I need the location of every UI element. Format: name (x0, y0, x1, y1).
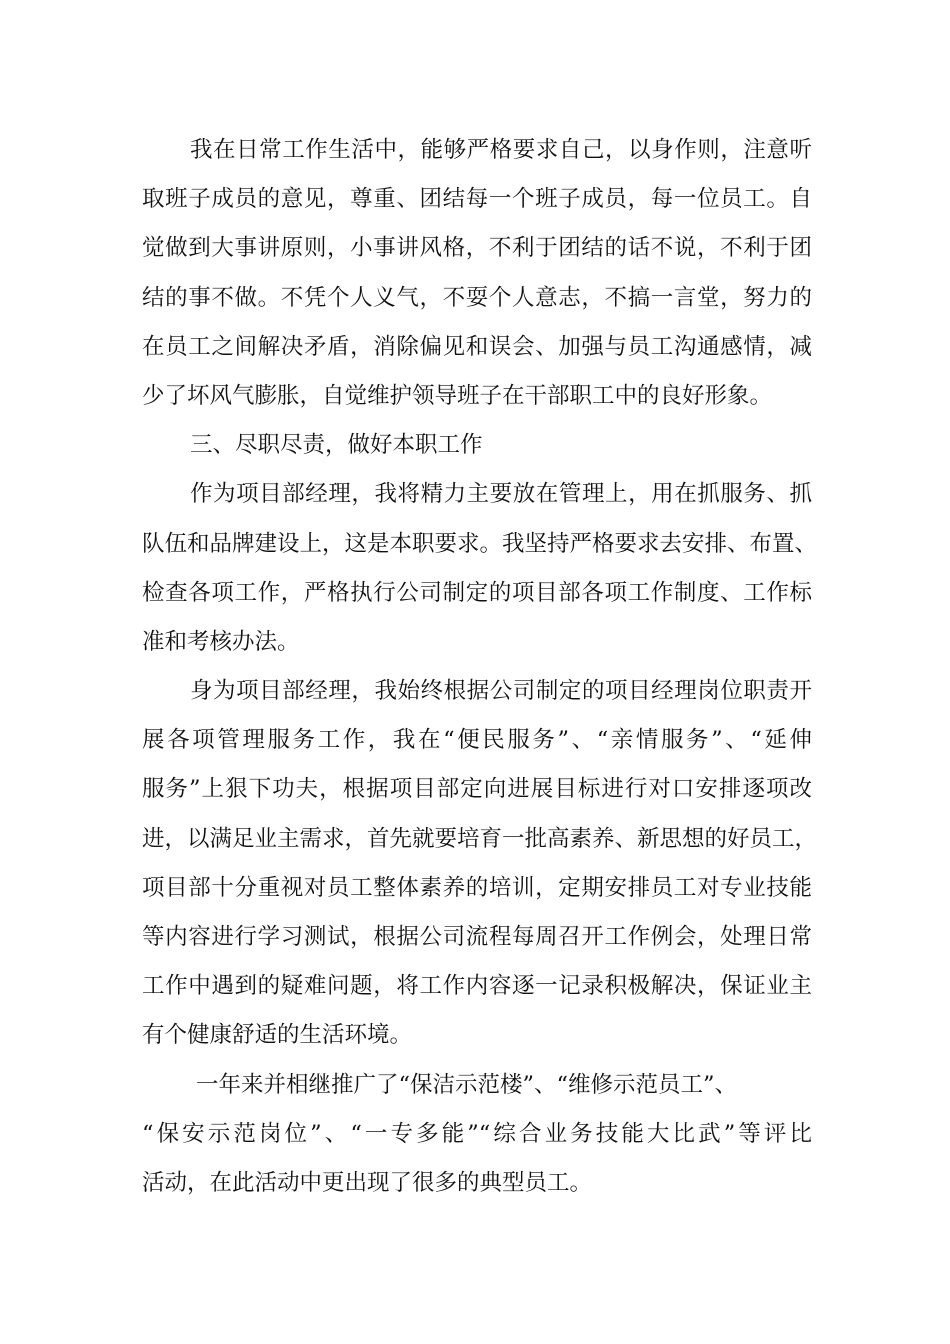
paragraph-line: 工作中遇到的疑难问题，将工作内容逐一记录积极解决，保证业主 (142, 973, 812, 1000)
paragraph-line: 检查各项工作，严格执行公司制定的项目部各项工作制度、工作标 (142, 579, 812, 606)
paragraph-line: 项目部十分重视对员工整体素养的培训，定期安排员工对专业技能 (142, 874, 812, 901)
paragraph-line: 服务”上狠下功夫，根据项目部定向进展目标进行对口安排逐项改 (142, 776, 812, 803)
paragraph-line: 准和考核办法。 (142, 628, 300, 655)
paragraph-line: 取班子成员的意见，尊重、团结每一个班子成员，每一位员工。自 (142, 186, 812, 213)
document-body (142, 126, 818, 1208)
paragraph-line: 活动，在此活动中更出现了很多的典型员工。 (142, 1169, 593, 1196)
paragraph-line: 少了坏风气膨胀，自觉维护领导班子在干部职工中的良好形象。 (142, 382, 773, 409)
section-heading: 三、尽职尽责，做好本职工作 (190, 432, 483, 459)
paragraph-line: 展各项管理服务工作，我在“便民服务”、“亲情服务”、“延伸 (142, 727, 812, 754)
paragraph-line: 作为项目部经理，我将精力主要放在管理上，用在抓服务、抓 (190, 481, 812, 508)
paragraph-line: 我在日常工作生活中，能够严格要求自己，以身作则，注意听 (190, 137, 812, 163)
paragraph-line: 队伍和品牌建设上，这是本职要求。我坚持严格要求去安排、布置、 (142, 530, 818, 557)
paragraph-line: 等内容进行学习测试，根据公司流程每周召开工作例会，处理日常 (142, 924, 812, 950)
paragraph-line: 有个健康舒适的生活环境。 (142, 1022, 413, 1049)
paragraph-line: 身为项目部经理，我始终根据公司制定的项目经理岗位职责开 (190, 678, 812, 705)
paragraph-line: 一年来并相继推广了“保洁示范楼”、“维修示范员工”、 (196, 1071, 738, 1098)
paragraph-line: 在员工之间解决矛盾，消除偏见和误会、加强与员工沟通感情，减 (142, 333, 812, 360)
paragraph-line: 觉做到大事讲原则，小事讲风格，不利于团结的话不说，不利于团 (142, 235, 812, 262)
paragraph-line: 进，以满足业主需求，首先就要培育一批高素养、新思想的好员工， (142, 825, 818, 852)
paragraph-line: “保安示范岗位”、“一专多能”“综合业务技能大比武”等评比 (142, 1120, 812, 1147)
paragraph-line: 结的事不做。不凭个人义气，不耍个人意志，不搞一言堂，努力的 (142, 284, 812, 311)
